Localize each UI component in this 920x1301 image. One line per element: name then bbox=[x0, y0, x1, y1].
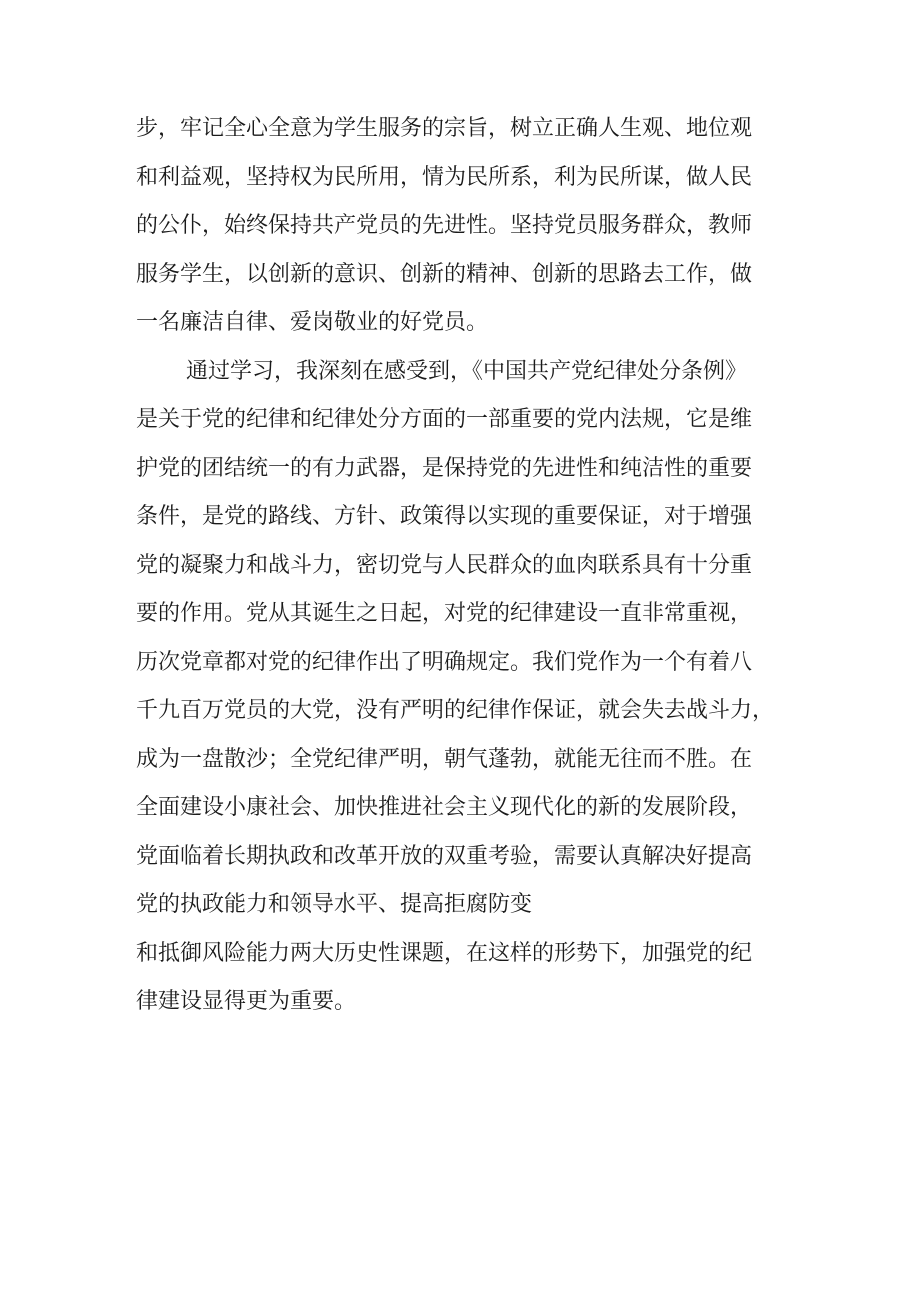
text-line: 党的执政能力和领导水平、提高拒腐防变 bbox=[136, 892, 533, 917]
text-line: 律建设显得更为重要。 bbox=[136, 989, 357, 1014]
paragraph-start-line: 通过学习，我深刻在感受到，《中国共产党纪律处分条例》 bbox=[186, 358, 748, 384]
text-line: 服务学生，以创新的意识、创新的精神、创新的思路去工作，做 bbox=[136, 261, 753, 287]
text-line: 是关于党的纪律和纪律处分方面的一部重要的党内法规，它是维 bbox=[136, 407, 753, 432]
text-line: 护党的团结统一的有力武器，是保持党的先进性和纯洁性的重要 bbox=[136, 455, 753, 481]
text-line: 党面临着长期执政和改革开放的双重考验，需要认真解决好提高 bbox=[136, 843, 753, 869]
text-line: 和抵御风险能力两大历史性课题，在这样的形势下，加强党的纪 bbox=[136, 940, 753, 966]
text-line: 千九百万党员的大党，没有严明的纪律作保证，就会失去战斗力， bbox=[136, 698, 775, 723]
text-line: 和利益观，坚持权为民所用，情为民所系，利为民所谋，做人民 bbox=[136, 164, 753, 190]
text-line: 成为一盘散沙；全党纪律严明，朝气蓬勃，就能无往而不胜。在 bbox=[136, 746, 753, 772]
text-line: 全面建设小康社会、加快推进社会主义现代化的新的发展阶段， bbox=[136, 795, 753, 820]
text-line: 条件，是党的路线、方针、政策得以实现的重要保证，对于增强 bbox=[136, 504, 753, 529]
text-line: 的公仆，始终保持共产党员的先进性。坚持党员服务群众，教师 bbox=[136, 213, 753, 238]
text-line: 历次党章都对党的纪律作出了明确规定。我们党作为一个有着八 bbox=[136, 649, 753, 675]
text-line: 步，牢记全心全意为学生服务的宗旨，树立正确人生观、地位观 bbox=[136, 116, 753, 141]
body-text bbox=[136, 105, 796, 1027]
text-line: 要的作用。党从其诞生之日起，对党的纪律建设一直非常重视， bbox=[136, 601, 753, 626]
text-line: 党的凝聚力和战斗力，密切党与人民群众的血肉联系具有十分重 bbox=[136, 552, 753, 578]
text-line: 一名廉洁自律、爱岗敬业的好党员。 bbox=[136, 310, 489, 335]
